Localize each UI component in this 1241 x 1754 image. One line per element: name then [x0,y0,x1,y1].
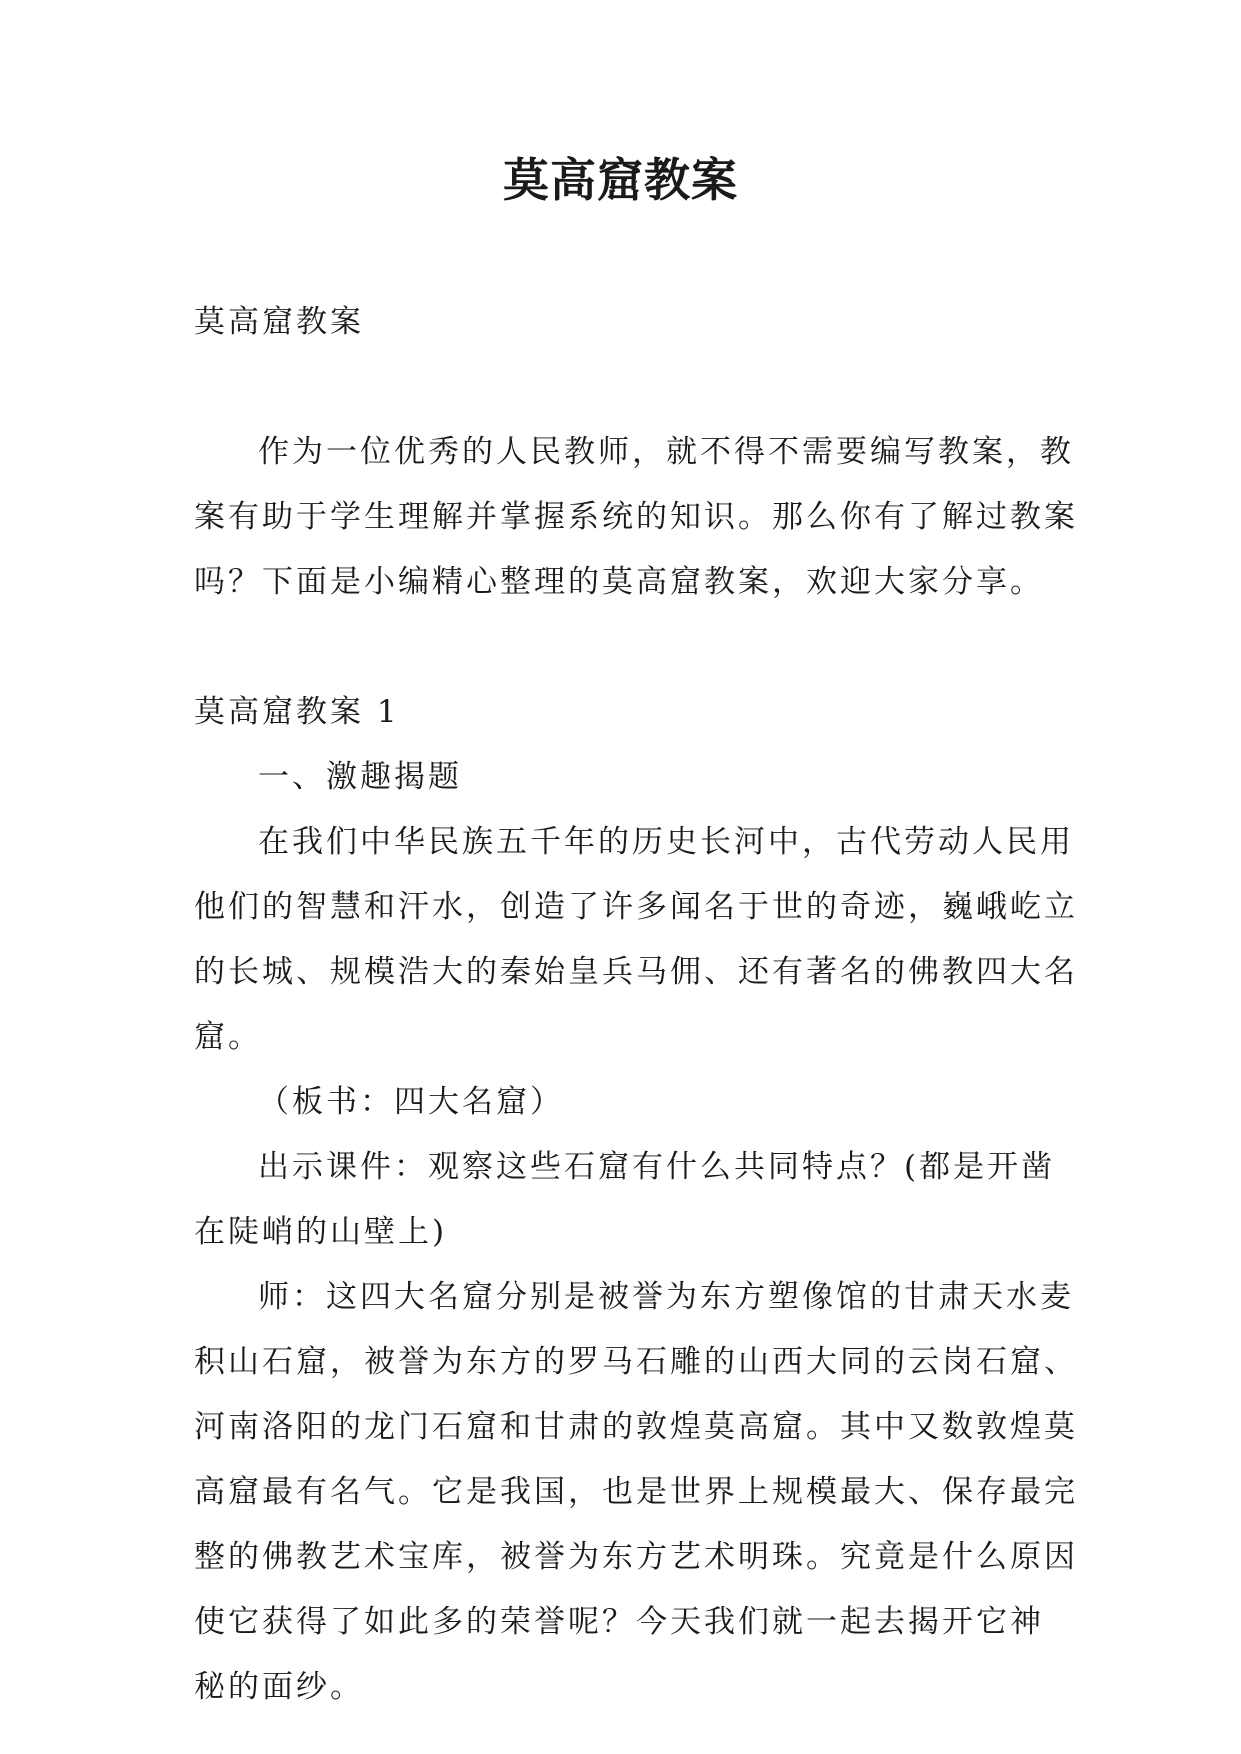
intro-paragraph-line: 案有助于学生理解并掌握系统的知识。那么你有了解过教案 [194,499,1078,535]
paragraph-line: 的长城、规模浩大的秦始皇兵马佣、还有著名的佛教四大名 [194,954,1078,990]
paragraph-line: 使它获得了如此多的荣誉呢？今天我们就一起去揭开它神 [194,1604,1044,1640]
section-heading-intro: 莫高窟教案 [194,304,364,340]
board-note: （板书：四大名窟） [258,1084,564,1120]
paragraph-line: 师：这四大名窟分别是被誉为东方塑像馆的甘肃天水麦 [258,1279,1074,1315]
intro-paragraph-line: 作为一位优秀的人民教师，就不得不需要编写教案，教 [258,434,1074,470]
paragraph-line: 在陡峭的山壁上) [194,1214,448,1250]
section-heading-1: 莫高窟教案 1 [194,694,400,730]
paragraph-line: 整的佛教艺术宝库，被誉为东方艺术明珠。究竟是什么原因 [194,1539,1078,1575]
paragraph-line: 高窟最有名气。它是我国，也是世界上规模最大、保存最完 [194,1474,1078,1510]
paragraph-line: 河南洛阳的龙门石窟和甘肃的敦煌莫高窟。其中又数敦煌莫 [194,1409,1078,1445]
paragraph-line: 他们的智慧和汗水，创造了许多闻名于世的奇迹，巍峨屹立 [194,889,1078,925]
subheading-1: 一、激趣揭题 [258,759,462,795]
document-body [194,290,1078,1720]
document-title: 莫高窟教案 [503,153,738,207]
paragraph-line: 秘的面纱。 [194,1669,364,1705]
paragraph-line: 出示课件：观察这些石窟有什么共同特点？(都是开凿 [258,1149,1056,1185]
paragraph-line: 窟。 [194,1019,262,1055]
paragraph-line: 积山石窟，被誉为东方的罗马石雕的山西大同的云岗石窟、 [194,1344,1078,1380]
intro-paragraph-line: 吗？下面是小编精心整理的莫高窟教案，欢迎大家分享。 [194,564,1044,600]
paragraph-line: 在我们中华民族五千年的历史长河中，古代劳动人民用 [258,824,1074,860]
blank-line [194,355,1062,420]
blank-line [194,615,1062,680]
